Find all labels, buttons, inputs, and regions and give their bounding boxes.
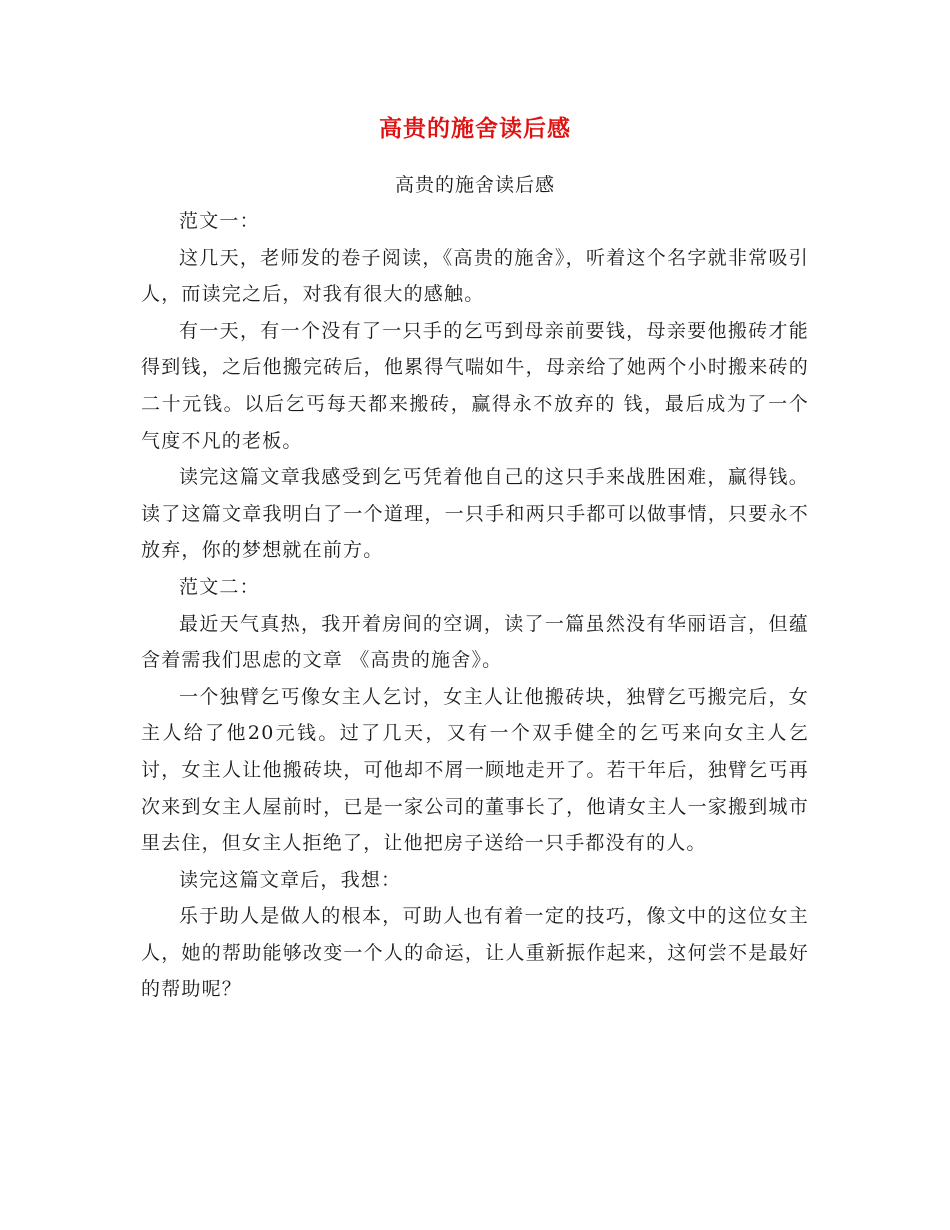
paragraph: 读完这篇文章我感受到乞丐凭着他自己的这只手来战胜困难，赢得钱。读了这篇文章我明白了一个道理，一只手和两只手都可以做事情，只要永不放弃，你的梦想就在前方。 bbox=[141, 466, 809, 562]
paragraph: 读完这篇文章后，我想： bbox=[179, 868, 402, 891]
paragraph: 这几天，老师发的卷子阅读，《高贵的施舍》，听着这个名字就非常吸引人，而读完之后，对我有很大的感触。 bbox=[141, 246, 809, 306]
paragraph: 有一天，有一个没有了一只手的乞丐到母亲前要钱，母亲要他搬砖才能得到钱，之后他搬完砖后，他累得气喘如牛，母亲给了她两个小时搬来砖的二十元钱。以后乞丐每天都来搬砖，赢得永不放弃的 钱，最后成为了一个气度不凡的老板。 bbox=[141, 319, 809, 452]
document-title: 高贵的施舍读后感 bbox=[379, 115, 571, 142]
section-heading-2: 范文二： bbox=[179, 575, 260, 598]
paragraph: 一个独臂乞丐像女主人乞讨，女主人让他搬砖块，独臂乞丐搬完后，女主人给了他20元钱。过了几天，又有一个双手健全的乞丐来向女主人乞讨，女主人让他搬砖块，可他却不屑一顾地走开了。若干年后，独臂乞丐再次来到女主人屋前时，已是一家公司的董事长了，他请女主人一家搬到城市里去住，但女主人拒绝了，让他把房子送给一只手都没有的人。 bbox=[141, 685, 809, 855]
section-heading-1: 范文一： bbox=[179, 210, 260, 232]
document-body bbox=[141, 203, 809, 1008]
document-subtitle: 高贵的施舍读后感 bbox=[394, 174, 555, 196]
paragraph: 最近天气真热，我开着房间的空调，读了一篇虽然没有华丽语言，但蕴含着需我们思虑的文章 《高贵的施舍》。 bbox=[141, 612, 809, 672]
paragraph: 乐于助人是做人的根本，可助人也有着一定的技巧，像文中的这位女主人，她的帮助能够改变一个人的命运，让人重新振作起来，这何尝不是最好的帮助呢？ bbox=[141, 905, 809, 1001]
